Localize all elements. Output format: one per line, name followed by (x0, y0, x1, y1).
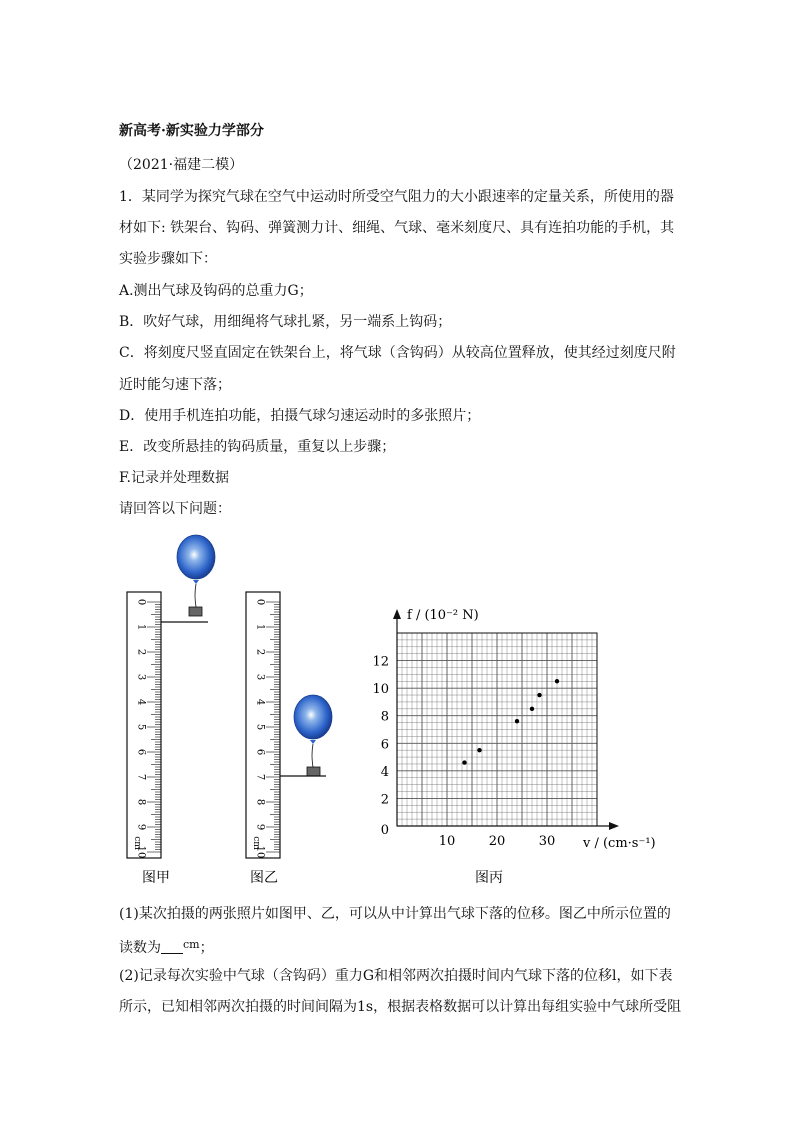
ruler-yi-unit: cm (251, 836, 261, 850)
y-axis-arrow (393, 609, 401, 619)
ruler-yi-number: 4 (254, 698, 266, 706)
ruler-jia-number: 1 (135, 623, 147, 631)
step-b: B．吹好气球，用细绳将气球扎紧，另一端系上钩码； (119, 314, 452, 330)
x-tick-label: 30 (538, 834, 556, 849)
q1-unit: cm (183, 938, 200, 951)
step-c-line-2: 近时能匀速下落； (119, 377, 231, 393)
ruler-yi-number: 2 (254, 648, 266, 656)
y-tick-label: 4 (380, 764, 389, 780)
ruler-jia-number: 6 (135, 748, 147, 756)
question-source: （2021·福建二模） (119, 157, 244, 173)
ruler-yi-number: 5 (254, 723, 266, 731)
q2-line-2: 所示，已知相邻两次拍摄的时间间隔为1s，根据表格数据可以计算出每组实验中气球所受阻 (119, 999, 682, 1015)
data-point (555, 679, 559, 683)
q1-line-1: (1)某次拍摄的两张照片如图甲、乙，可以从中计算出气球下落的位移。图乙中所示位置的 (119, 906, 671, 922)
q1-lead: 读数为 (119, 940, 161, 956)
y-tick-label: 12 (372, 654, 389, 670)
ruler-yi-number: 8 (254, 798, 266, 806)
prompt-text: 请回答以下问题： (119, 501, 231, 517)
q2-line-1: (2)记录每次实验中气球（含钩码）重力G和相邻两次拍摄时间内气球下落的位移l，如下表 (119, 968, 673, 984)
y-tick-label: 10 (372, 682, 389, 698)
x-tick-label: 20 (488, 834, 506, 849)
step-c-line-1: C．将刻度尺竖直固定在铁架台上，将气球（含钩码）从较高位置释放，使其经过刻度尺附 (119, 345, 676, 361)
data-point (530, 707, 534, 711)
figure-jia-label: 图甲 (142, 870, 170, 886)
figure-area (0, 525, 794, 895)
data-point (537, 693, 541, 697)
ruler-jia-unit: cm (132, 836, 142, 850)
y-tick-label: 6 (380, 737, 389, 753)
step-f: F.记录并处理数据 (119, 470, 229, 486)
ruler-jia-number: 5 (135, 723, 147, 731)
ruler-jia-number: 9 (135, 823, 147, 831)
x-axis-arrow (609, 822, 619, 830)
ruler-yi-number: 10 (254, 845, 266, 859)
balloon-jia (161, 535, 215, 622)
figure-yi-label: 图乙 (250, 870, 278, 886)
x-axis-label: v / (cm·s⁻¹) (583, 836, 656, 851)
y-tick-label: 0 (380, 823, 389, 838)
step-d: D．使用手机连拍功能，拍摄气球匀速运动时的多张照片； (119, 408, 481, 424)
intro-line-3: 实验步骤如下： (119, 251, 217, 267)
data-point (477, 748, 481, 752)
ruler-yi-number: 0 (254, 598, 266, 606)
balloon-yi (280, 695, 332, 776)
y-tick-label: 2 (380, 792, 389, 808)
y-axis-label: f / (10⁻² N) (407, 608, 479, 623)
answer-blank[interactable] (161, 939, 183, 954)
ruler-yi-number: 3 (254, 673, 266, 681)
intro-line-2: 材如下: 铁架台、钩码、弹簧测力计、细绳、气球、毫米刻度尺、具有连拍功能的手机，其 (119, 220, 675, 236)
data-point (515, 719, 519, 723)
ruler-yi-number: 1 (254, 623, 266, 631)
ruler-jia-number: 8 (135, 798, 147, 806)
step-e: E．改变所悬挂的钩码质量，重复以上步骤； (119, 439, 396, 455)
scatter-chart (372, 608, 655, 851)
y-tick-label: 8 (380, 709, 389, 725)
data-point (462, 760, 466, 764)
figure-bing-label: 图丙 (475, 870, 503, 886)
q1-line-2 (119, 935, 214, 958)
ruler-jia-number: 3 (135, 673, 147, 681)
ruler-yi-number: 9 (254, 823, 266, 831)
q1-end: ； (199, 940, 214, 956)
intro-line-1: 1．某同学为探究气球在空气中运动时所受空气阻力的大小跟速率的定量关系，所使用的器 (119, 189, 674, 205)
ruler-jia-number: 0 (135, 598, 147, 606)
ruler-yi-number: 6 (254, 748, 266, 756)
ruler-yi (246, 592, 280, 858)
ruler-jia (127, 592, 161, 858)
section-title: 新高考·新实验力学部分 (119, 123, 264, 139)
ruler-jia-number: 10 (135, 845, 147, 859)
ruler-jia-number: 2 (135, 648, 147, 656)
ruler-jia-number: 4 (135, 698, 147, 706)
ruler-yi-number: 7 (254, 773, 266, 781)
ruler-jia-number: 7 (135, 773, 147, 781)
x-tick-label: 10 (438, 834, 456, 849)
step-a: A.测出气球及钩码的总重力G； (119, 283, 313, 299)
